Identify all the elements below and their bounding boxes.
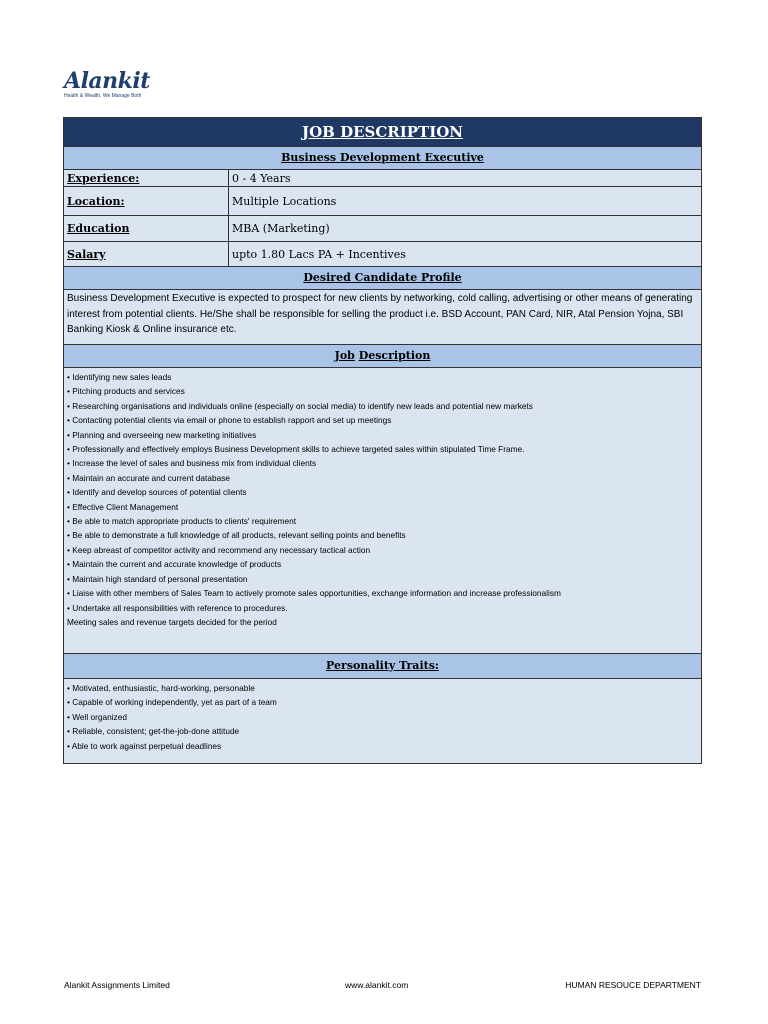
detail-row-salary <box>64 242 701 267</box>
profile-text: Business Development Executive is expected to prospect for new clients by networking, cold calling, advertising or other means of generating interest from potential clients. He/She shall be responsible for selling the product i.e. BSD Account, PAN Card, NIR, Atal Pension Yojna, SBI Banking Kiosk & Online insurance etc. <box>64 290 701 345</box>
job-duty-item: • Be able to match appropriate products to clients' requirement <box>67 516 297 527</box>
job-description-heading: Job Description <box>64 345 701 368</box>
personality-trait-item: • Able to work against perpetual deadlines <box>67 740 222 751</box>
company-logo <box>64 70 164 102</box>
job-duty-item: • Maintain the current and accurate knowledge of products <box>67 559 282 570</box>
job-duty-item: • Liaise with other members of Sales Team to actively promote sales opportunities, exchange information and increase professionalism <box>67 588 561 599</box>
footer-department: HUMAN RESOUCE DEPARTMENT <box>565 980 701 990</box>
document-title: JOB DESCRIPTION <box>64 118 701 147</box>
profile-heading: Desired Candidate Profile <box>64 267 701 290</box>
job-description-list <box>64 368 701 654</box>
detail-label: Education <box>64 216 229 241</box>
detail-value: Multiple Locations <box>232 194 337 208</box>
personality-trait-item: • Capable of working independently, yet as part of a team <box>67 697 277 708</box>
job-duty-item: • Pitching products and services <box>67 386 185 397</box>
personality-trait-item: • Reliable, consistent; get-the-job-done attitude <box>67 726 240 737</box>
job-duty-item: • Professionally and effectively employs Business Development skills to achieve targeted sales within stipulated Time Frame. <box>67 444 525 455</box>
detail-label: Experience: <box>64 170 229 186</box>
logo-tagline: Health & Wealth, We Manage Both <box>64 93 142 99</box>
job-duty-item: • Maintain an accurate and current database <box>67 472 230 483</box>
job-duty-item: • Undertake all responsibilities with reference to procedures. <box>67 602 288 613</box>
detail-value: upto 1.80 Lacs PA + Incentives <box>232 247 406 261</box>
footer-website: www.alankit.com <box>345 980 409 990</box>
job-duty-item: • Contacting potential clients via email or phone to establish rapport and set up meetings <box>67 415 392 426</box>
detail-row-experience <box>64 170 701 187</box>
footer-company: Alankit Assignments Limited <box>64 980 170 990</box>
position-title: Business Development Executive <box>64 147 701 170</box>
job-duty-item: • Increase the level of sales and business mix from individual clients <box>67 458 317 469</box>
detail-label: Salary <box>64 242 229 266</box>
detail-value: MBA (Marketing) <box>232 222 330 235</box>
logo-wordmark: Alankit <box>64 68 150 94</box>
job-duty-item: • Planning and overseeing new marketing initiatives <box>67 429 257 440</box>
job-duty-item: • Maintain high standard of personal presentation <box>67 573 248 584</box>
detail-value: 0 - 4 Years <box>232 171 291 185</box>
personality-trait-item: • Motivated, enthusiastic, hard-working, personable <box>67 683 255 693</box>
job-duty-item: • Identifying new sales leads <box>67 372 172 382</box>
job-duty-item: Meeting sales and revenue targets decided for the period <box>67 616 277 627</box>
job-duty-item: • Be able to demonstrate a full knowledge of all products, relevant selling points and benefits <box>67 530 406 541</box>
job-duty-item: • Identify and develop sources of potential clients <box>67 487 247 498</box>
job-description-document <box>63 117 702 764</box>
job-duty-item: • Keep abreast of competitor activity and recommend any necessary tactical action <box>67 544 371 555</box>
personality-list <box>64 679 701 763</box>
detail-row-location <box>64 187 701 216</box>
detail-label: Location: <box>64 187 229 215</box>
personality-heading: Personality Traits: <box>64 654 701 679</box>
job-duty-item: • Effective Client Management <box>67 501 179 512</box>
personality-trait-item: • Well organized <box>67 711 127 722</box>
detail-row-education <box>64 216 701 242</box>
job-duty-item: • Researching organisations and individuals online (especially on social media) to identify new leads and potential new markets <box>67 400 533 411</box>
